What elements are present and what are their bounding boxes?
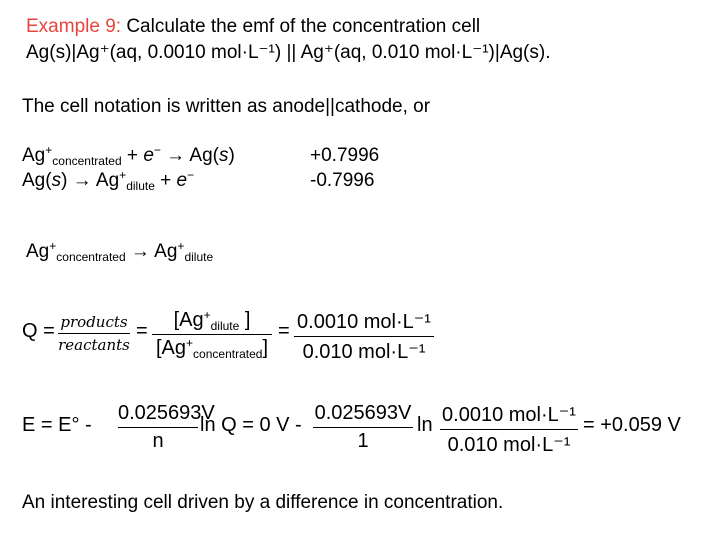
- hr2-plus: +: [154, 170, 177, 191]
- hr2-rhs: Ag: [95, 170, 120, 191]
- cell-notation-line: Ag(s)|Ag⁺(aq, 0.0010 mol·L⁻¹) || Ag⁺(aq, 0.010 mol·L⁻¹)|Ag(s).: [26, 42, 551, 63]
- e-lhs: E = E° -: [22, 414, 92, 436]
- q-frac3-bar: [294, 336, 434, 337]
- hr1-arrow: →: [160, 145, 190, 166]
- q-symbol: Q =: [22, 320, 55, 342]
- example-label: Example 9:: [26, 16, 122, 37]
- q-frac2-den-a: [Ag: [156, 337, 187, 359]
- example-prompt: Calculate the emf of the concentration cell: [121, 16, 481, 37]
- q-frac1-num: products: [60, 313, 128, 331]
- hr1-lhs-sub: concentrated: [52, 154, 122, 168]
- hr1-rhs-close: ): [228, 145, 235, 166]
- hr1-potential: +0.7996: [310, 145, 380, 166]
- q-frac2-num: [152, 309, 272, 332]
- hr2-lhs-state: s: [51, 170, 62, 191]
- hr2-potential: -0.7996: [310, 170, 375, 191]
- q-frac2-den: [152, 337, 272, 360]
- overall-arrow: →: [125, 241, 155, 262]
- q-frac2-den-b: ]: [262, 337, 268, 359]
- hr1-lhs: Ag: [22, 145, 46, 166]
- q-equals-2: =: [278, 320, 290, 342]
- hr1-plus: +: [121, 145, 144, 166]
- overall-lhs-sup: +: [49, 239, 57, 253]
- q-frac3-den: 0.010 mol·L⁻¹: [302, 341, 426, 363]
- q-frac2-num-b: ]: [239, 309, 251, 331]
- e-mid-1: ln Q = 0 V -: [200, 414, 302, 436]
- e-frac2-den: 1: [357, 430, 369, 452]
- hr1-electron: e: [143, 145, 154, 166]
- overall-lhs-sub: concentrated: [56, 250, 126, 264]
- hr2-lhs-close: ): [61, 170, 68, 191]
- q-frac-concentrations: [152, 309, 272, 360]
- overall-rhs-sub: dilute: [184, 250, 214, 264]
- q-frac2-bar: [152, 334, 272, 335]
- e-frac2-num: 0.025693V: [314, 402, 412, 424]
- q-frac-products-reactants: [58, 313, 130, 354]
- e-frac3-bar: [440, 429, 578, 430]
- e-frac1-den: n: [152, 430, 164, 452]
- hr2-rhs-sup: +: [119, 168, 127, 182]
- q-frac3-num: 0.0010 mol·L⁻¹: [297, 311, 431, 333]
- e-frac2-bar: [313, 427, 413, 428]
- e-mid-2: ln: [417, 414, 433, 436]
- overall-reaction: [26, 241, 213, 263]
- q-frac2-num-sub: dilute: [210, 319, 240, 333]
- q-frac1-den: reactants: [58, 336, 130, 354]
- half-reaction-1: [22, 145, 235, 167]
- hr2-rhs-sub: dilute: [126, 179, 155, 193]
- hr2-arrow: →: [67, 170, 96, 191]
- q-frac1-bar: [58, 333, 130, 334]
- e-frac1-num: 0.025693V: [118, 402, 215, 424]
- q-equals-1: =: [136, 320, 148, 342]
- hr2-electron-sup: −: [187, 168, 195, 182]
- q-frac2-den-sub: concentrated: [193, 347, 263, 361]
- e-frac3-num: 0.0010 mol·L⁻¹: [442, 404, 576, 426]
- hr1-electron-sup: −: [153, 143, 161, 157]
- half-reaction-2: [22, 170, 194, 192]
- q-frac2-num-sup: +: [203, 308, 211, 322]
- hr1-lhs-sup: +: [45, 143, 53, 157]
- q-frac2-num-a: [Ag: [173, 309, 204, 331]
- e-frac1-bar: [118, 427, 198, 428]
- example-title: [26, 16, 480, 38]
- q-frac-values: [294, 309, 434, 364]
- overall-rhs: Ag: [154, 241, 178, 262]
- hr2-lhs: Ag(: [22, 170, 52, 191]
- e-frac3-den: 0.010 mol·L⁻¹: [447, 434, 571, 456]
- overall-rhs-sup: +: [177, 239, 185, 253]
- e-frac-values: [440, 402, 578, 457]
- hr1-rhs-state: s: [219, 145, 229, 166]
- q-frac2-den-sup: +: [186, 336, 194, 350]
- hr2-electron: e: [176, 170, 188, 191]
- e-frac-nernst: [118, 402, 215, 453]
- conclusion-text: An interesting cell driven by a difference in concentration.: [22, 492, 504, 513]
- e-frac-substituted: [313, 402, 413, 453]
- hr1-rhs: Ag(: [189, 145, 219, 166]
- intro-text: The cell notation is written as anode||cathode, or: [22, 96, 431, 117]
- e-result: = +0.059 V: [583, 414, 681, 436]
- overall-lhs: Ag: [26, 241, 50, 262]
